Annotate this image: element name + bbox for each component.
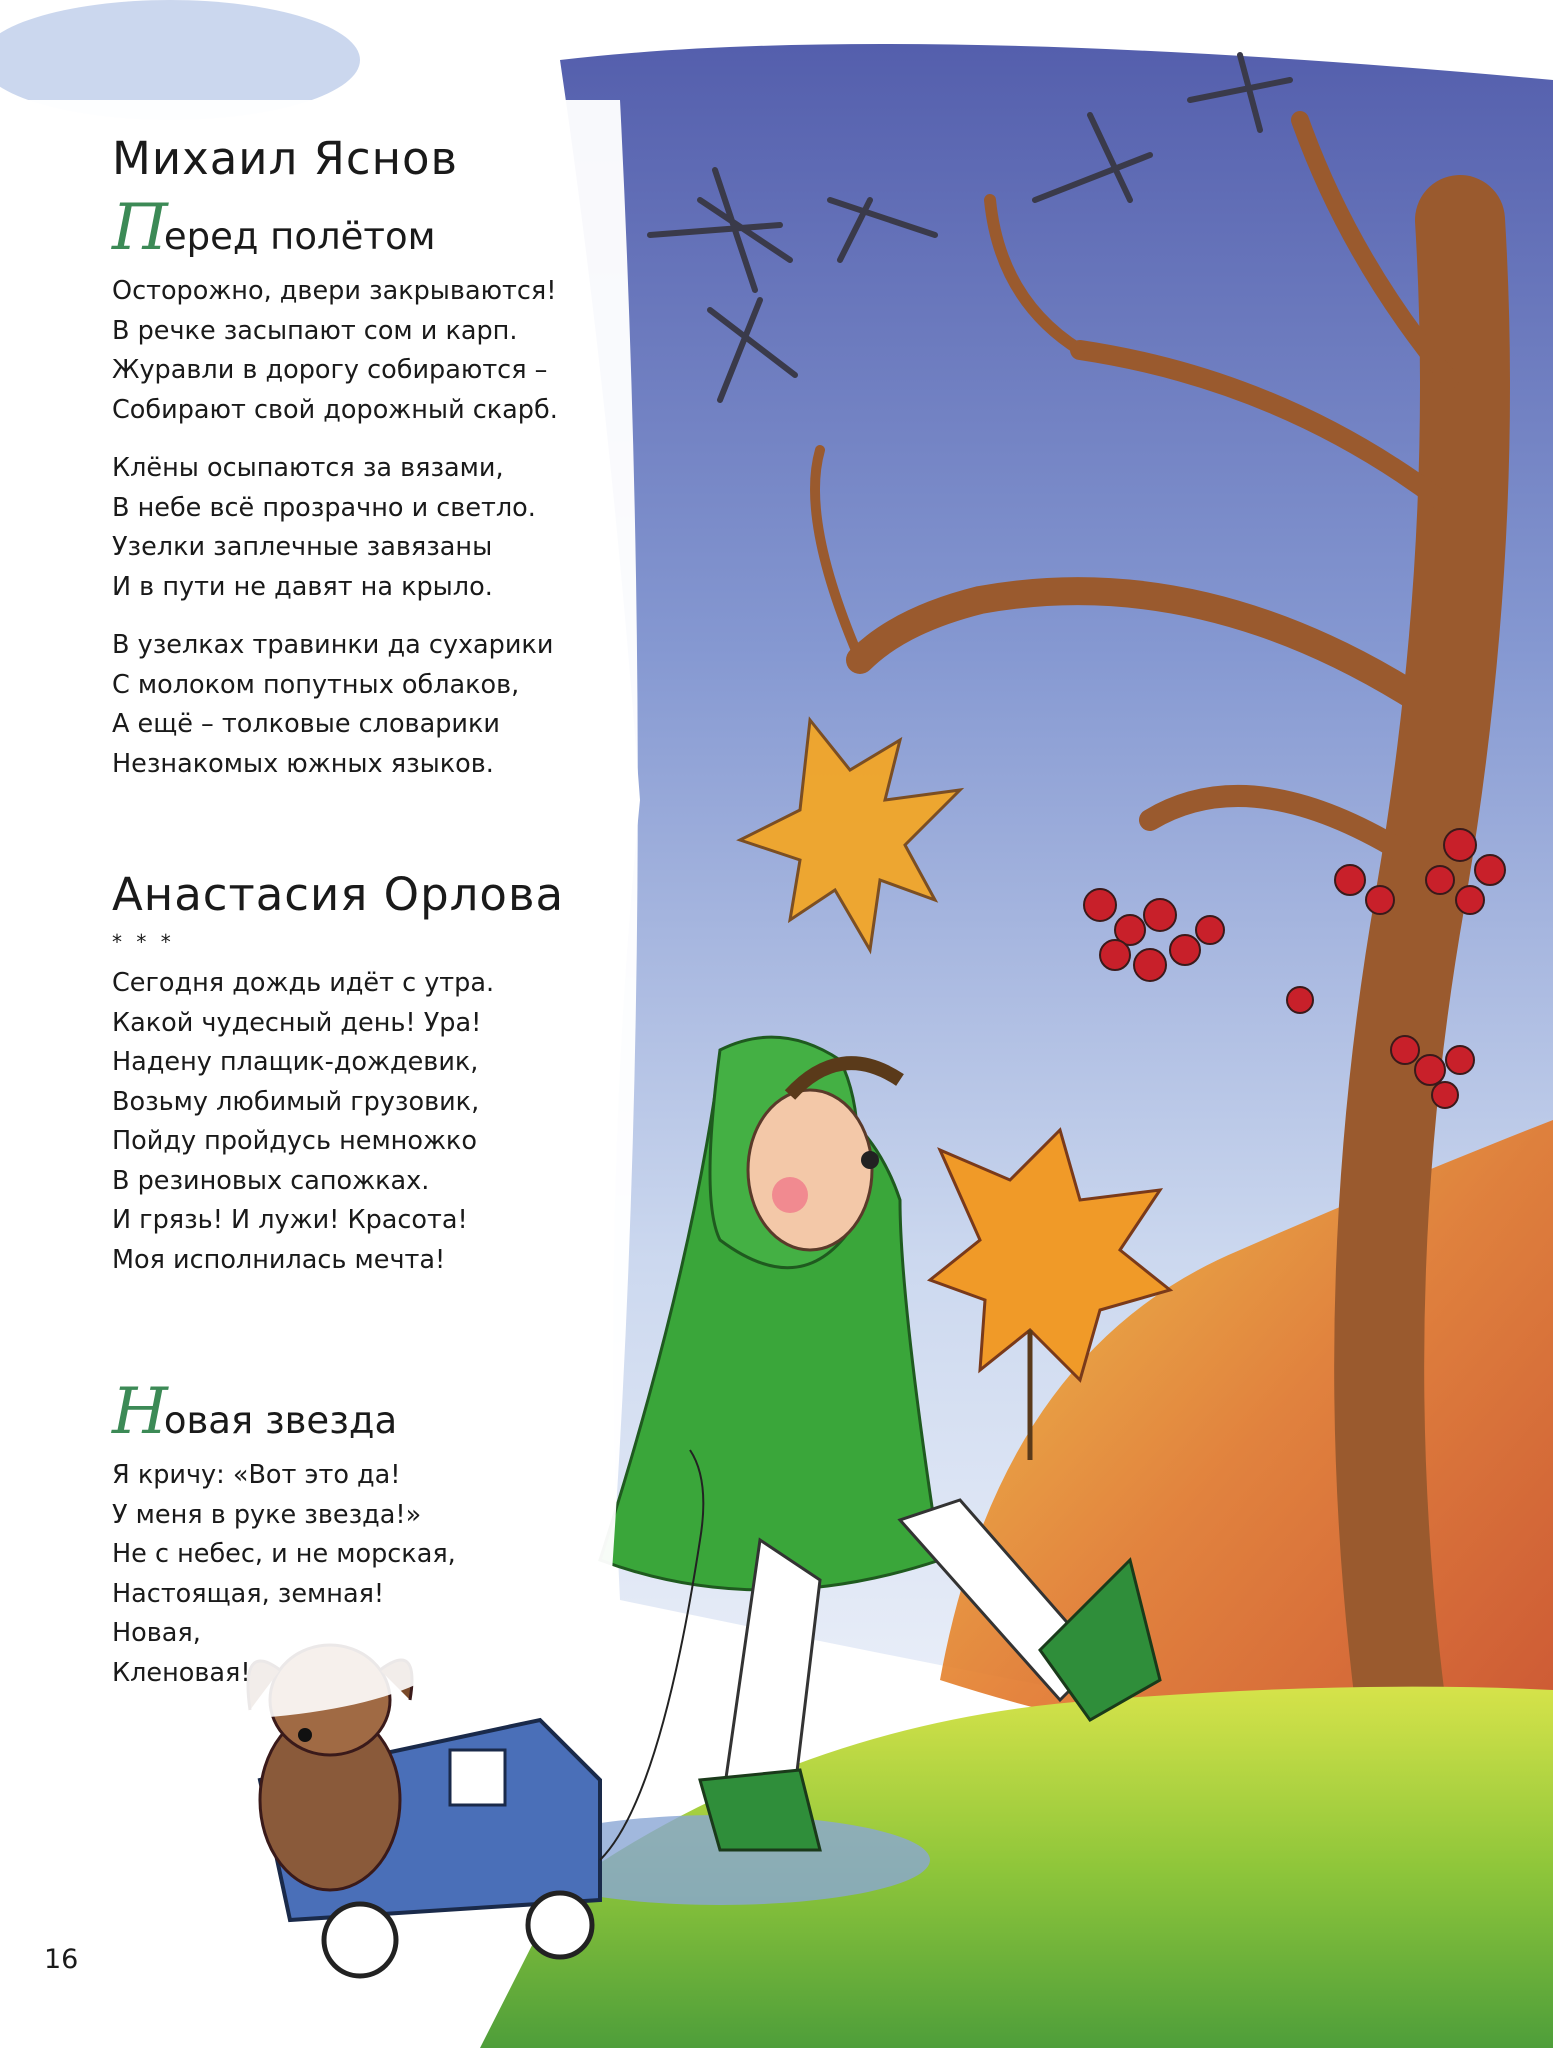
title-dropcap: Н bbox=[112, 1375, 168, 1449]
verse-line: Сегодня дождь идёт с утра. bbox=[112, 968, 495, 998]
poem-title-new-star bbox=[112, 1375, 398, 1449]
verse-line: С молоком попутных облаков, bbox=[112, 669, 520, 700]
verse-line: Настоящая, земная! bbox=[112, 1578, 385, 1609]
verse-line: Кленовая! bbox=[112, 1657, 251, 1688]
verse-line: Надену плащик-дождевик, bbox=[112, 1047, 479, 1077]
verse-line: Собирают свой дорожный скарб. bbox=[112, 394, 558, 425]
verse-line: Возьму любимый грузовик, bbox=[112, 1086, 480, 1117]
verse-line: В резиновых сапожках. bbox=[112, 1165, 430, 1196]
verse-line: Я кричу: «Вот это да! bbox=[112, 1460, 401, 1490]
verse-line: Пойду пройдусь немножко bbox=[112, 1126, 477, 1156]
verse-line: У меня в руке звезда!» bbox=[112, 1499, 422, 1530]
verse-line: Узелки заплечные завязаны bbox=[112, 532, 493, 562]
stanza bbox=[112, 1456, 456, 1693]
verse-line: В небе всё прозрачно и светло. bbox=[112, 492, 536, 523]
author-mikhail-yasnov: Михаил Яснов bbox=[112, 132, 459, 185]
stanza bbox=[112, 626, 553, 784]
stanza bbox=[112, 449, 536, 607]
verse-line: Новая, bbox=[112, 1618, 201, 1648]
verse-line: Не с небес, и не морская, bbox=[112, 1539, 456, 1569]
verse-line: А ещё – толковые словарики bbox=[112, 709, 500, 739]
verse-line: Журавли в дорогу собираются – bbox=[112, 355, 548, 385]
stanza bbox=[112, 964, 494, 1280]
verse-line: И в пути не давят на крыло. bbox=[112, 571, 493, 602]
author-anastasia-orlova: Анастасия Орлова bbox=[112, 868, 565, 921]
title-text: овая звезда bbox=[163, 1399, 398, 1442]
verse-line: Незнакомых южных языков. bbox=[112, 748, 494, 779]
verse-line: В речке засыпают сом и карп. bbox=[112, 315, 518, 346]
asterism: * * * bbox=[112, 930, 175, 954]
title-dropcap: П bbox=[112, 191, 168, 265]
page-number: 16 bbox=[44, 1944, 79, 1975]
title-text: еред полётом bbox=[163, 215, 436, 258]
verse-line: Осторожно, двери закрываются! bbox=[112, 276, 557, 306]
verse-line: И грязь! И лужи! Красота! bbox=[112, 1205, 468, 1235]
stanza bbox=[112, 272, 558, 430]
verse-line: Клёны осыпаются за вязами, bbox=[112, 453, 504, 483]
verse-line: В узелках травинки да сухарики bbox=[112, 630, 554, 660]
poem-title-before-flight bbox=[112, 191, 436, 265]
verse-line: Моя исполнилась мечта! bbox=[112, 1244, 446, 1275]
verse-line: Какой чудесный день! Ура! bbox=[112, 1007, 482, 1038]
